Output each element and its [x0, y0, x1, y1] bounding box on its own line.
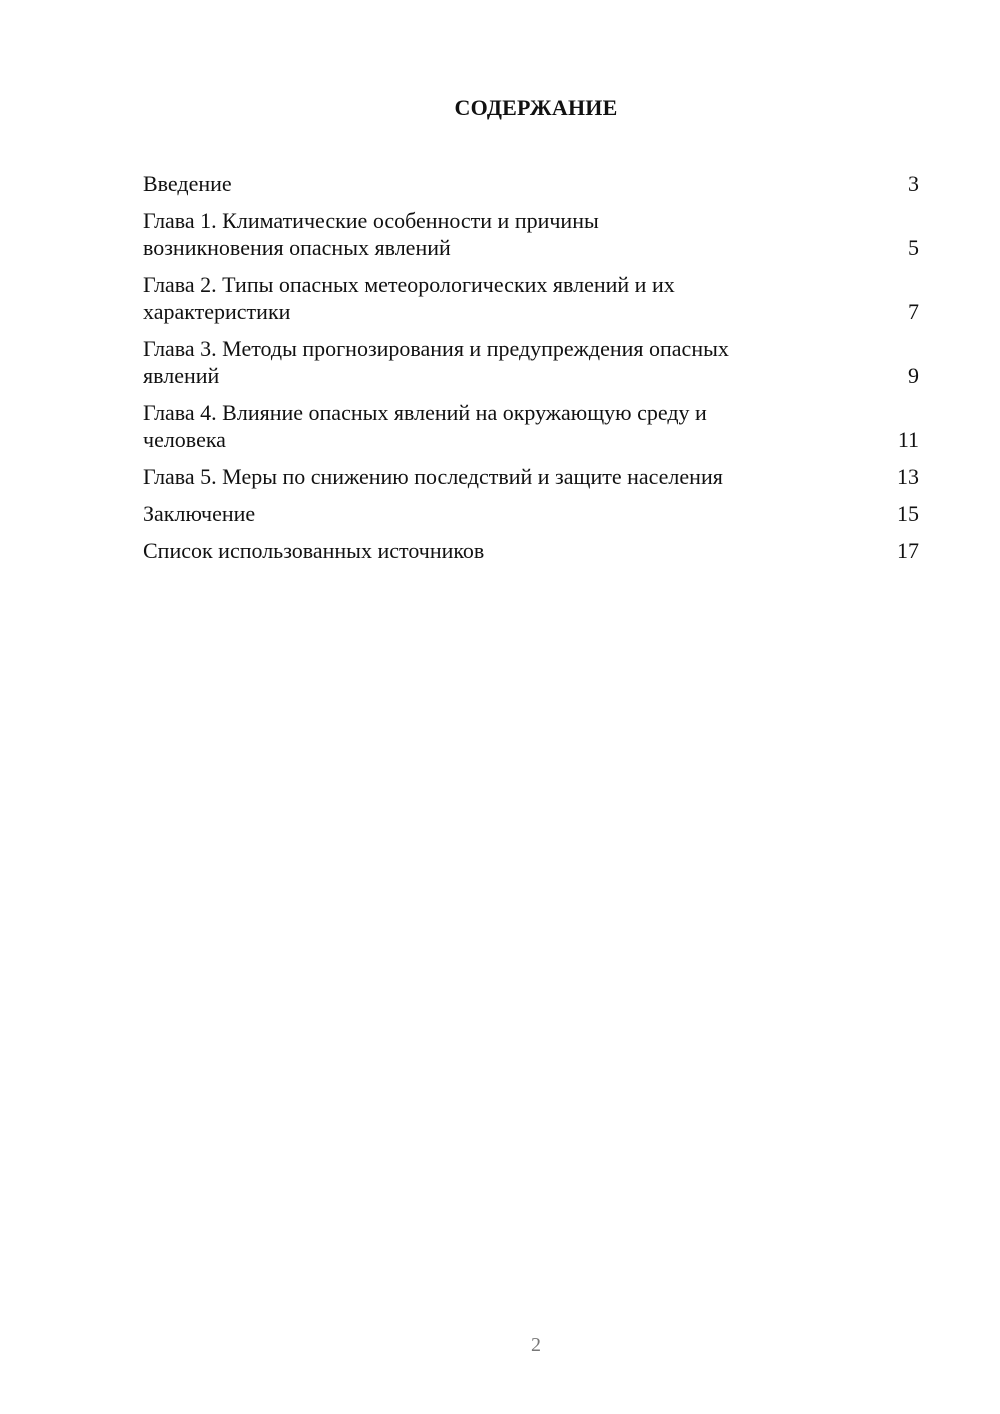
- toc-entry-page: 13: [897, 464, 919, 489]
- toc-entry-title-cont: явлений: [143, 363, 220, 388]
- toc-entry-title: Глава 1. Климатические особенности и причины: [143, 208, 599, 233]
- toc-entry-chapter-2: [143, 271, 919, 325]
- toc-entry-page: 15: [897, 501, 919, 526]
- toc-entry-title-cont: человека: [143, 427, 226, 452]
- toc-entry-page: 3: [908, 171, 919, 196]
- toc-entry-title: Глава 2. Типы опасных метеорологических явлений и их: [143, 272, 675, 297]
- toc-entry-title: Список использованных источников: [143, 538, 485, 563]
- toc-entry-references: [143, 537, 919, 564]
- toc-entry-chapter-1: [143, 207, 919, 261]
- toc-entry-page: 9: [908, 363, 919, 388]
- toc-entry-chapter-3: [143, 335, 919, 389]
- toc-entry-title-cont: характеристики: [143, 299, 291, 324]
- page-number: 2: [531, 1334, 541, 1356]
- toc-entry-title: Глава 3. Методы прогнозирования и предупреждения опасных: [143, 336, 729, 361]
- toc-entry-introduction: [143, 170, 919, 197]
- toc-entry-chapter-5: [143, 463, 919, 490]
- toc-entry-title: Глава 5. Меры по снижению последствий и защите населения: [143, 464, 723, 489]
- toc-entry-conclusion: [143, 500, 919, 527]
- toc-entry-title: Глава 4. Влияние опасных явлений на окружающую среду и: [143, 400, 707, 425]
- page-title: СОДЕРЖАНИЕ: [454, 95, 618, 120]
- table-of-contents: [143, 170, 919, 574]
- toc-entry-page: 5: [908, 235, 919, 260]
- toc-entry-chapter-4: [143, 399, 919, 453]
- toc-entry-title-cont: возникновения опасных явлений: [143, 235, 451, 260]
- toc-entry-title: Введение: [143, 171, 232, 196]
- toc-entry-title: Заключение: [143, 501, 256, 526]
- toc-entry-page: 17: [897, 538, 919, 563]
- toc-entry-page: 11: [897, 427, 919, 452]
- toc-entry-page: 7: [908, 299, 919, 324]
